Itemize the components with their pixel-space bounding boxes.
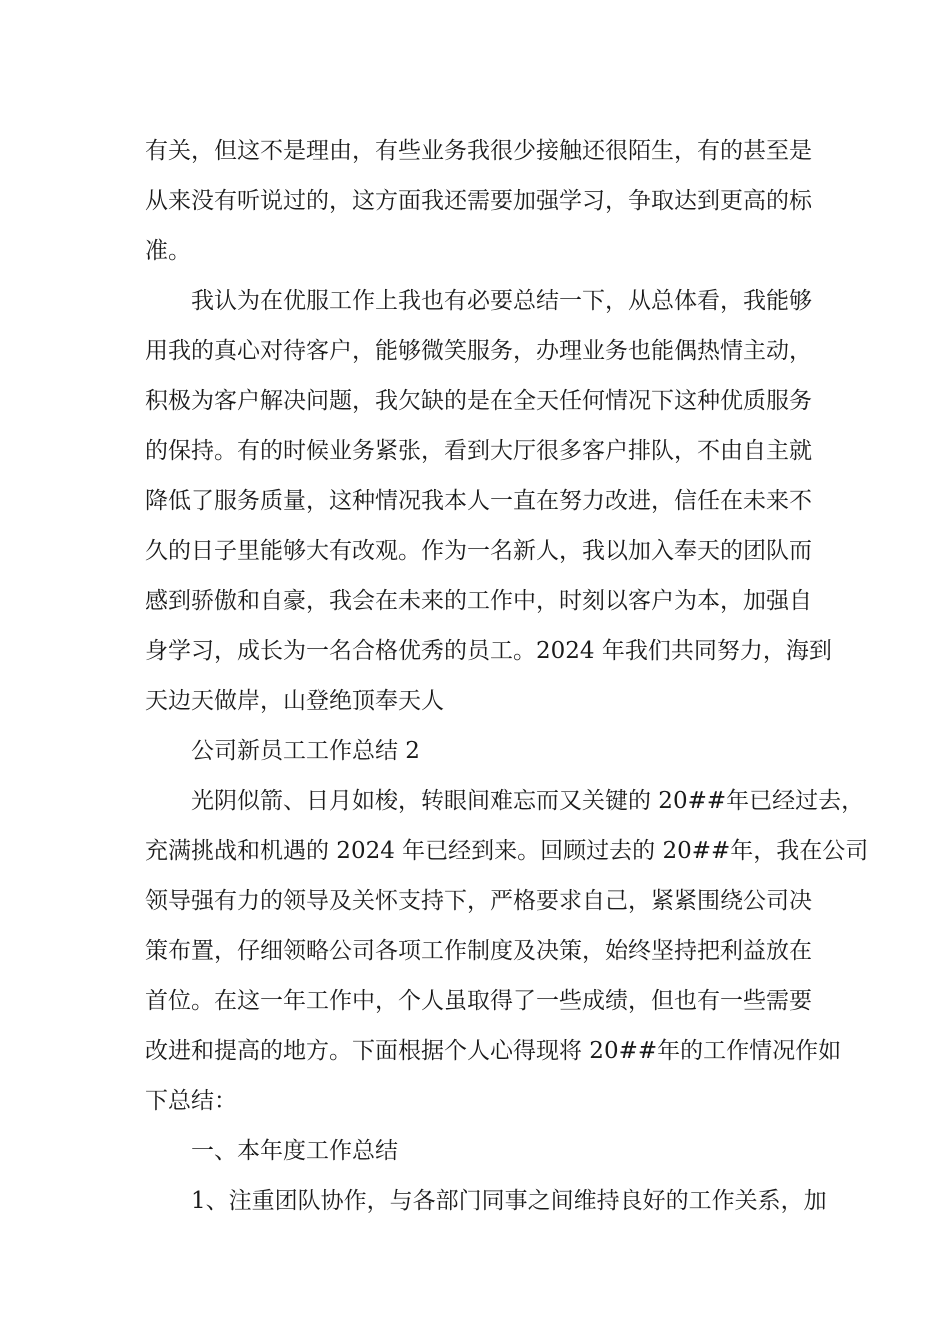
subsection-heading-text: 一、本年度工作总结 [191, 1138, 398, 1164]
text-line [0, 631, 950, 671]
text-line [0, 931, 950, 971]
text-line-content: 久的日子里能够大有改观。作为一名新人，我以加入奉天的团队而 [145, 538, 812, 564]
text-line [0, 531, 950, 571]
paragraph-first-line [0, 1181, 950, 1221]
text-line [0, 231, 950, 271]
text-line [0, 431, 950, 471]
text-line [0, 881, 950, 921]
section-heading-text: 公司新员工工作总结 2 [191, 738, 420, 764]
text-line-content: 有关，但这不是理由，有些业务我很少接触还很陌生，有的甚至是 [145, 138, 812, 164]
section-heading [0, 731, 950, 771]
text-line-content: 领导强有力的领导及关怀支持下，严格要求自己，紧紧围绕公司决 [145, 888, 812, 914]
text-line-content: 首位。在这一年工作中，个人虽取得了一些成绩，但也有一些需要 [145, 988, 812, 1014]
text-line [0, 131, 950, 171]
text-line [0, 581, 950, 621]
text-line [0, 831, 950, 871]
text-line-content: 准。 [145, 238, 191, 264]
text-line [0, 681, 950, 721]
text-line [0, 981, 950, 1021]
text-line-content: 从来没有听说过的，这方面我还需要加强学习，争取达到更高的标 [145, 188, 812, 214]
text-line-content: 1、注重团队协作，与各部门同事之间维持良好的工作关系，加 [191, 1188, 827, 1214]
text-line [0, 381, 950, 421]
text-line-content: 改进和提高的地方。下面根据个人心得现将 20##年的工作情况作如 [145, 1038, 842, 1064]
text-line-content: 感到骄傲和自豪，我会在未来的工作中，时刻以客户为本，加强自 [145, 588, 812, 614]
text-line-content: 光阴似箭、日月如梭，转眼间难忘而又关键的 20##年已经过去， [191, 788, 865, 814]
text-line-content: 策布置，仔细领略公司各项工作制度及决策，始终坚持把利益放在 [145, 938, 812, 964]
text-line [0, 1081, 950, 1121]
text-line-content: 充满挑战和机遇的 2024 年已经到来。回顾过去的 20##年，我在公司 [145, 838, 869, 864]
text-line-content: 用我的真心对待客户，能够微笑服务，办理业务也能偶热情主动， [145, 338, 812, 364]
text-line-content: 下总结： [145, 1088, 237, 1114]
paragraph-first-line [0, 781, 950, 821]
text-line [0, 181, 950, 221]
text-line-content: 天边天做岸，山登绝顶奉天人 [145, 688, 444, 714]
text-line-content: 积极为客户解决问题，我欠缺的是在全天任何情况下这种优质服务 [145, 388, 812, 414]
subsection-heading [0, 1131, 950, 1171]
text-line-content: 的保持。有的时候业务紧张，看到大厅很多客户排队，不由自主就 [145, 438, 812, 464]
text-line [0, 331, 950, 371]
text-line-content: 我认为在优服工作上我也有必要总结一下，从总体看，我能够 [191, 288, 812, 314]
text-line [0, 1031, 950, 1071]
text-line-content: 降低了服务质量，这种情况我本人一直在努力改进，信任在未来不 [145, 488, 812, 514]
paragraph-first-line [0, 281, 950, 321]
text-line-content: 身学习，成长为一名合格优秀的员工。2024 年我们共同努力，海到 [145, 638, 832, 664]
text-line [0, 481, 950, 521]
